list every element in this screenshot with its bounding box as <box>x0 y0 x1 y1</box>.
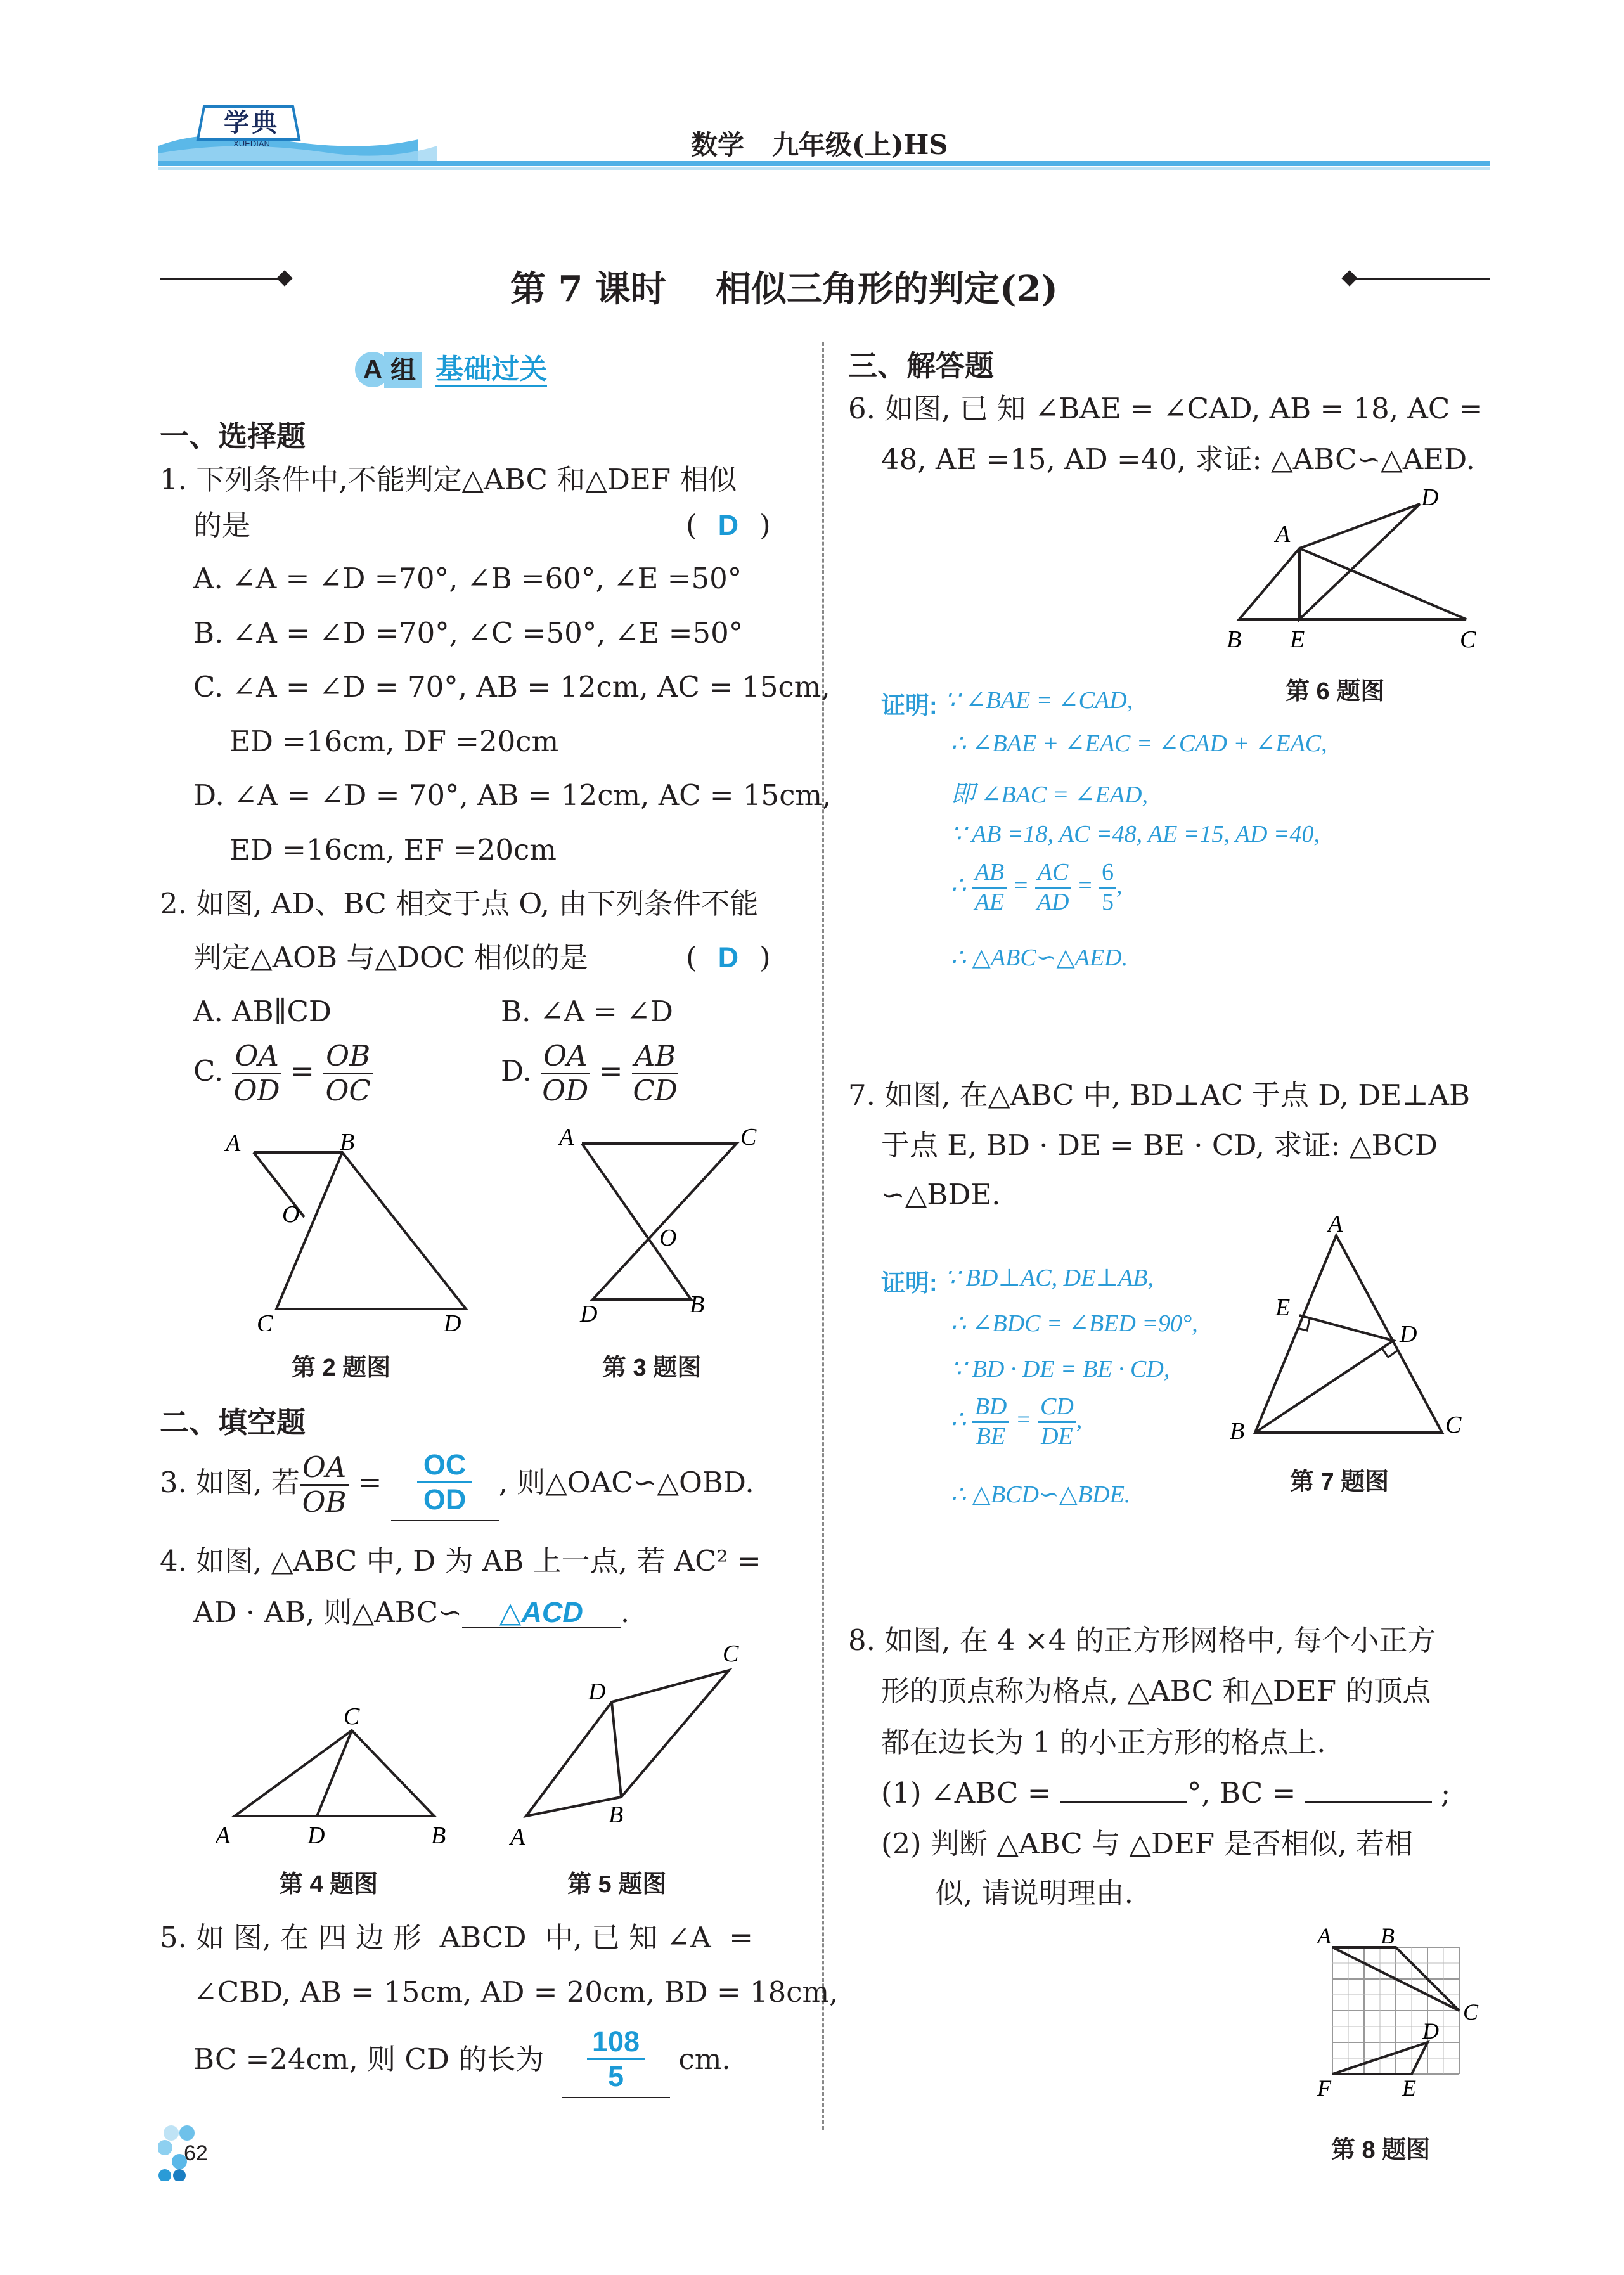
fig3-caption: 第 3 题图 <box>602 1355 702 1381</box>
q8-blank-bc[interactable] <box>1305 1801 1432 1803</box>
q5-line3-pre: BC =24cm, 则 CD 的长为 <box>193 2042 545 2076</box>
q8-part1-c: ; <box>1440 1776 1451 1810</box>
q7-proof-l1: ∵ BD⊥AC, DE⊥AB, <box>944 1265 1154 1291</box>
page-header <box>158 101 1490 177</box>
q2c-den1: OD <box>233 1073 280 1107</box>
fig8-label-a: A <box>1317 1923 1331 1949</box>
fig5-quadrilateral <box>526 1670 729 1816</box>
q2-option-a: A. AB∥CD <box>193 995 332 1028</box>
fig5-label-c: C <box>723 1640 739 1667</box>
fig2-label-d: D <box>444 1310 461 1331</box>
title-rule-left <box>160 278 287 280</box>
fig7-label-e: E <box>1275 1294 1291 1321</box>
figure-3 <box>558 1116 773 1331</box>
q7-proof-l4-pre: ∴ <box>951 1406 967 1433</box>
q3 <box>160 1448 754 1521</box>
group-label: 基础过关 <box>435 354 547 387</box>
fig3-label-c: C <box>740 1124 757 1150</box>
q4-line2 <box>193 1595 630 1629</box>
q1-option-a: A. ∠A = ∠D =70°, ∠B =60°, ∠E =50° <box>193 562 742 595</box>
section-choice: 一、选择题 <box>160 420 306 453</box>
q7-proof-l4-post: , <box>1076 1406 1083 1433</box>
q8-line2: 形的顶点称为格点, △ABC 和△DEF 的顶点 <box>881 1674 1431 1708</box>
fig7-lines-bde <box>1255 1315 1393 1433</box>
q7-proof-l5: ∴ △BCD∽△BDE. <box>951 1481 1131 1508</box>
fig3-label-d: D <box>580 1301 598 1327</box>
section-fill: 二、填空题 <box>160 1406 306 1439</box>
fig2-line-ab-od <box>254 1152 466 1309</box>
figure-8 <box>1306 1921 1496 2124</box>
q6-frac3-num: 6 <box>1099 859 1116 889</box>
q6-proof-l1: ∵ ∠BAE = ∠CAD, <box>944 687 1133 714</box>
q5-ans-num: 108 <box>587 2025 645 2060</box>
q5-unit: cm. <box>678 2042 731 2076</box>
fig4-label-a: A <box>216 1822 231 1849</box>
fig3-lines <box>582 1144 737 1299</box>
q7-line1: 7. 如图, 在△ABC 中, BD⊥AC 于点 D, DE⊥AB <box>848 1078 1471 1112</box>
fig6-label-a: A <box>1275 521 1291 548</box>
q1-answer: D <box>718 509 739 541</box>
q6-proof-l5-pre: ∴ <box>951 872 967 899</box>
fig2-caption: 第 2 题图 <box>292 1355 391 1381</box>
q1-option-c-line1: C. ∠A = ∠D = 70°, AB = 12cm, AC = 15cm, <box>193 670 830 704</box>
fig3-label-o: O <box>659 1225 677 1251</box>
q3-ans-num: OC <box>417 1448 473 1483</box>
q2-stem-line1: 2. 如图, AD、BC 相交于点 O, 由下列条件不能 <box>160 887 759 920</box>
fig5-label-a: A <box>510 1824 525 1848</box>
q3-num: OA <box>300 1451 349 1486</box>
q6-proof-l5: ∴ $\frac{AB}{AE}$ = $\frac{AC}{AD}$ = $\frac{6}{5}$ , <box>951 859 1123 915</box>
q4-line1: 4. 如图, △ABC 中, D 为 AB 上一点, 若 AC² = <box>160 1544 761 1578</box>
q8-part1 <box>881 1776 1451 1810</box>
q6-frac2-num: AC <box>1035 859 1071 889</box>
q2d-den1: OD <box>542 1073 589 1107</box>
lesson-title: 第 7 课时 相似三角形的判定(2) <box>510 268 1058 310</box>
q2d-den2: CD <box>633 1073 678 1107</box>
q7-proof-l3: ∵ BD · DE = BE · CD, <box>951 1356 1170 1382</box>
q2-option-b: B. ∠A = ∠D <box>501 995 673 1028</box>
fig5-diagonal-bd <box>612 1702 621 1797</box>
q1-stem-line2: 的是 <box>193 508 251 542</box>
fig7-right-angle-d <box>1382 1348 1397 1357</box>
q7-frac2-den: DE <box>1041 1422 1073 1450</box>
figure-5 <box>507 1639 761 1848</box>
figure-6 <box>1217 485 1483 656</box>
q2-answer-slot: ( D ) <box>686 941 771 974</box>
q6-frac1-num: AB <box>972 859 1007 889</box>
fig6-label-e: E <box>1290 626 1305 653</box>
q7-line3: ∽△BDE. <box>881 1178 1001 1211</box>
fig8-label-d: D <box>1422 2018 1439 2044</box>
q6-frac1-den: AE <box>974 888 1005 915</box>
q7-line2: 于点 E, BD · DE = BE · CD, 求证: △BCD <box>881 1128 1438 1162</box>
fig6-label-c: C <box>1460 626 1476 653</box>
q2c-den2: OC <box>325 1073 371 1107</box>
fig2-label-a: A <box>226 1130 241 1157</box>
fig4-label-b: B <box>431 1822 446 1849</box>
q6-proof-l2: ∴ ∠BAE + ∠EAC = ∠CAD + ∠EAC, <box>951 730 1327 757</box>
fig8-label-f: F <box>1317 2075 1331 2101</box>
q6-proof-l4: ∵ AB =18, AC =48, AE =15, AD =40, <box>951 821 1320 847</box>
fig2-label-c: C <box>257 1310 273 1331</box>
fig6-triangle-abc <box>1239 548 1466 619</box>
figure-7 <box>1230 1208 1483 1448</box>
q3-post: , 则△OAC∽△OBD. <box>498 1465 754 1499</box>
q6-line1: 6. 如图, 已 知 ∠BAE = ∠CAD, AB = 18, AC = <box>848 392 1483 425</box>
q2-option-c: C. $\frac{OA}{OD}$ = $\frac{OB}{OC}$ <box>193 1040 373 1107</box>
q3-ans-den: OD <box>423 1483 467 1516</box>
q3-answer-blank <box>391 1448 499 1521</box>
fig6-caption: 第 6 题图 <box>1286 678 1385 705</box>
fig5-caption: 第 5 题图 <box>567 1871 667 1898</box>
q2-option-d: D. $\frac{OA}{OD}$ = $\frac{AB}{CD}$ <box>501 1039 678 1107</box>
q1-option-d-line2: ED =16cm, EF =20cm <box>229 833 557 867</box>
fig8-label-e: E <box>1402 2075 1416 2101</box>
q7-proof-l2: ∴ ∠BDC = ∠BED =90°, <box>951 1310 1198 1337</box>
fig2-label-b: B <box>340 1129 355 1156</box>
q7-proof-label: 证明: <box>881 1270 938 1297</box>
subject-label: 数学 九年级(上)HS <box>691 129 948 160</box>
q2-answer: D <box>718 941 739 974</box>
q3-den: OB <box>302 1485 347 1519</box>
q4-end: . <box>620 1595 630 1629</box>
logo-subtext: XUEDIAN <box>233 139 270 148</box>
page-number: 62 <box>184 2141 208 2165</box>
title-diamond-left <box>276 270 292 286</box>
q4-line2-pre: AD · AB, 则△ABC∽ <box>193 1595 462 1629</box>
q2c-num2: OB <box>323 1040 373 1074</box>
q8-part1-a: (1) ∠ABC = <box>881 1776 1052 1810</box>
q6-frac3-den: 5 <box>1102 888 1114 915</box>
group-badge <box>355 346 547 388</box>
q8-line1: 8. 如图, 在 4 ×4 的正方形网格中, 每个小正方 <box>848 1623 1436 1657</box>
fig6-label-d: D <box>1421 485 1439 511</box>
q5-answer-blank <box>562 2025 670 2098</box>
q8-part1-b: °, BC = <box>1187 1776 1296 1810</box>
q1-option-b: B. ∠A = ∠D =70°, ∠C =50°, ∠E =50° <box>193 616 744 650</box>
fig5-label-b: B <box>609 1801 624 1828</box>
q7-proof-l4: ∴ $\frac{BD}{BE}$ = $\frac{CD}{DE}$ , <box>951 1393 1083 1450</box>
fig3-label-a: A <box>559 1124 574 1150</box>
fig8-grid <box>1332 1947 1459 2074</box>
q4-answer: △ACD <box>462 1598 621 1628</box>
q5-line1: 5. 如 图, 在 四 边 形 ABCD 中, 已 知 ∠A = <box>160 1921 753 1954</box>
title-rule-right <box>1350 278 1490 280</box>
fig7-caption: 第 7 题图 <box>1290 1469 1389 1495</box>
q1-option-d-line1: D. ∠A = ∠D = 70°, AB = 12cm, AC = 15cm, <box>193 778 832 812</box>
column-divider <box>822 342 824 2130</box>
q1-option-c-line2: ED =16cm, DF =20cm <box>229 725 559 758</box>
q5-ans-den: 5 <box>608 2059 624 2092</box>
group-badge-suffix: 组 <box>384 352 422 388</box>
figure-2 <box>216 1128 482 1331</box>
fig2-label-o: O <box>282 1201 300 1228</box>
fig5-label-d: D <box>588 1679 606 1705</box>
fig6-lines-ade <box>1299 504 1420 619</box>
q8-part2-line1: (2) 判断 △ABC 与 △DEF 是否相似, 若相 <box>881 1827 1414 1860</box>
fig7-label-b: B <box>1230 1418 1245 1445</box>
fig8-label-c: C <box>1463 1999 1479 2025</box>
q8-part2-line2: 似, 请说明理由. <box>935 1876 1133 1910</box>
section-solve: 三、解答题 <box>848 349 994 382</box>
q2-option-c-label: C. <box>193 1054 224 1088</box>
fig4-caption: 第 4 题图 <box>279 1871 378 1898</box>
logo-text: 学典 <box>224 108 280 138</box>
q6-proof-label: 证明: <box>881 693 938 719</box>
q7-frac1-den: BE <box>976 1422 1006 1450</box>
q6-proof-l6: ∴ △ABC∽△AED. <box>951 944 1128 971</box>
q6-frac2-den: AD <box>1036 888 1069 915</box>
q1-answer-slot: ( D ) <box>686 508 771 542</box>
q6-line2: 48, AE =15, AD =40, 求证: △ABC∽△AED. <box>881 442 1475 476</box>
logo <box>210 103 293 148</box>
fig7-label-d: D <box>1400 1321 1417 1348</box>
q6-proof-l3: 即 ∠BAC = ∠EAD, <box>951 782 1148 808</box>
q7-frac2-num: CD <box>1038 1393 1076 1423</box>
fig4-label-d: D <box>307 1822 325 1849</box>
q2-stem-line2: 判定△AOB 与△DOC 相似的是 <box>193 941 588 974</box>
group-badge-letter: A <box>355 352 390 387</box>
fig7-label-c: C <box>1445 1412 1462 1438</box>
figure-4 <box>216 1699 456 1851</box>
q5-line2: ∠CBD, AB = 15cm, AD = 20cm, BD = 18cm, <box>193 1975 839 2009</box>
q8-blank-angle[interactable] <box>1060 1801 1187 1803</box>
q2c-num1: OA <box>232 1040 281 1074</box>
q3-pre: 3. 如图, 若 <box>160 1465 300 1499</box>
fig4-label-c: C <box>344 1703 360 1730</box>
fig8-label-b: B <box>1381 1923 1395 1949</box>
fig6-label-b: B <box>1227 626 1242 653</box>
q2d-num2: AB <box>632 1040 679 1074</box>
fig8-caption: 第 8 题图 <box>1331 2137 1431 2163</box>
q2-option-d-label: D. <box>501 1054 532 1088</box>
q7-frac1-num: BD <box>972 1393 1010 1423</box>
fig3-label-b: B <box>690 1291 705 1318</box>
q6-proof-l5-post: , <box>1116 872 1123 899</box>
q2d-num1: OA <box>541 1040 590 1074</box>
q8-line3: 都在边长为 1 的小正方形的格点上. <box>881 1725 1326 1759</box>
fig7-label-a: A <box>1328 1211 1343 1237</box>
q5-line3 <box>193 2025 731 2098</box>
q1-stem-line1: 1. 下列条件中,不能判定△ABC 和△DEF 相似 <box>160 463 737 496</box>
q3-eq: = <box>358 1465 382 1499</box>
